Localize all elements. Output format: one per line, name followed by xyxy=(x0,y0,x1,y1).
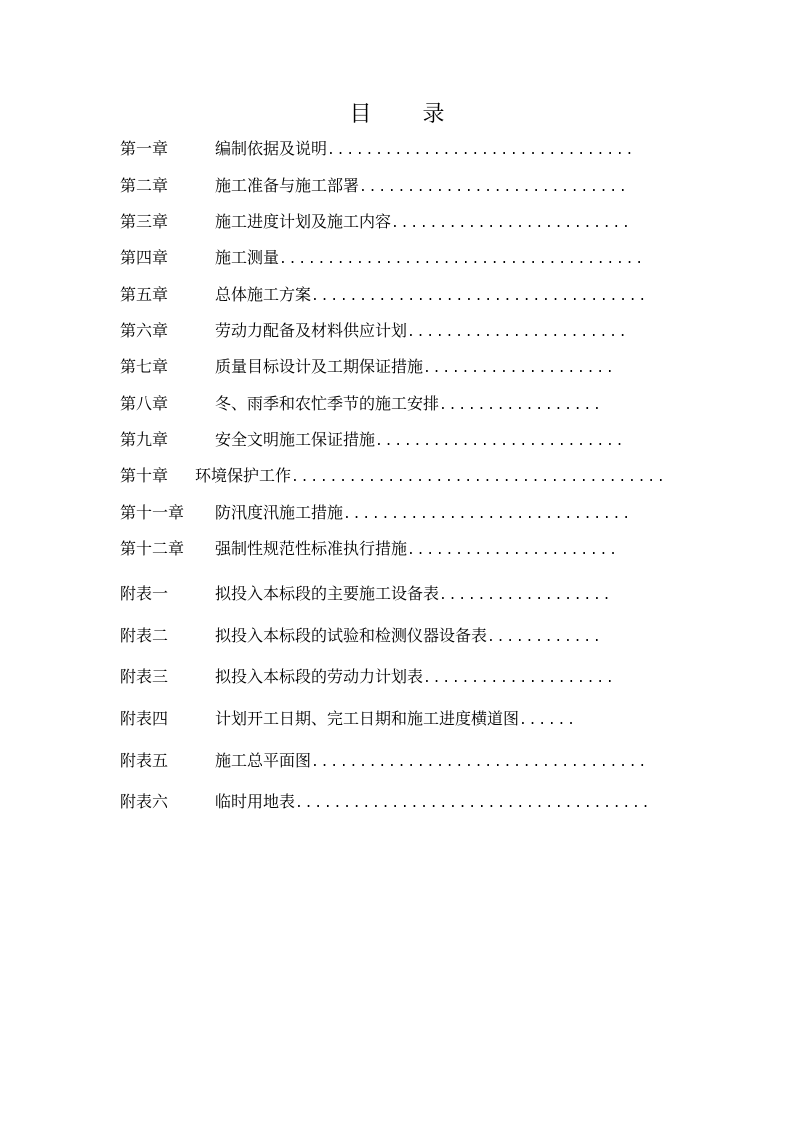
toc-entry xyxy=(120,392,642,416)
toc-entry-title-text: 临时用地表 xyxy=(215,792,296,811)
toc-entry-title xyxy=(215,749,648,775)
toc-chapter-label: 第二章 xyxy=(120,176,169,195)
toc-entry-title xyxy=(215,137,635,163)
toc-entry-title xyxy=(215,246,645,272)
toc-entry-title xyxy=(215,174,629,200)
toc-entry xyxy=(120,319,642,343)
toc-entry-title-text: 质量目标设计及工期保证措施 xyxy=(215,357,424,376)
appendix-label: 附表五 xyxy=(120,751,169,770)
appendix-label: 附表四 xyxy=(120,709,169,728)
toc-dot-leader: ............ xyxy=(487,630,603,645)
toc-entry xyxy=(120,210,642,234)
toc-chapter-label: 第七章 xyxy=(120,357,169,376)
appendix-label: 附表六 xyxy=(120,792,169,811)
toc-entry-title-text: 拟投入本标段的主要施工设备表 xyxy=(215,584,440,603)
table-of-contents xyxy=(120,0,667,1123)
appendix-entry xyxy=(120,749,648,773)
toc-dot-leader: ....................................... xyxy=(291,470,667,485)
toc-dot-leader: ...................................... xyxy=(279,252,645,267)
toc-entry-title-text: 环境保护工作 xyxy=(195,466,292,485)
toc-dot-leader: .................... xyxy=(423,361,616,376)
toc-heading: 目 录 xyxy=(349,102,467,127)
toc-dot-leader: ................................... xyxy=(311,289,648,304)
toc-dot-leader: .......................... xyxy=(375,434,626,449)
toc-entry-title-text: 拟投入本标段的劳动力计划表 xyxy=(215,667,424,686)
toc-chapter-label: 第十章 xyxy=(120,466,169,485)
toc-entry-title xyxy=(215,537,619,563)
toc-entry-title xyxy=(215,283,648,309)
toc-entry-title xyxy=(215,790,651,816)
toc-entry-title xyxy=(215,355,616,381)
toc-chapter-label: 第六章 xyxy=(120,321,169,340)
toc-entry-title xyxy=(215,392,603,418)
toc-chapter-label: 第十二章 xyxy=(120,539,185,558)
toc-entry-title-text: 总体施工方案 xyxy=(215,285,312,304)
toc-entry xyxy=(120,501,642,525)
toc-entry-title xyxy=(215,428,625,454)
toc-chapter-label: 第八章 xyxy=(120,394,169,413)
toc-entry xyxy=(120,355,642,379)
toc-entry-title-text: 计划开工日期、完工日期和施工进度横道图 xyxy=(215,709,520,728)
toc-entry-title xyxy=(215,210,632,236)
toc-entry-title xyxy=(215,319,628,345)
toc-dot-leader: ............................ xyxy=(359,180,629,195)
toc-dot-leader: ......................... xyxy=(391,216,632,231)
toc-entry-title-text: 施工准备与施工部署 xyxy=(215,176,360,195)
appendix-entry xyxy=(120,582,642,606)
toc-entry-title-text: 强制性规范性标准执行措施 xyxy=(215,539,408,558)
toc-entry-title-text: 劳动力配备及材料供应计划 xyxy=(215,321,408,340)
toc-entry xyxy=(120,137,642,161)
toc-chapter-label: 第十一章 xyxy=(120,503,185,522)
toc-entry-title-text: 安全文明施工保证措施 xyxy=(215,430,376,449)
toc-entry-title xyxy=(215,624,603,650)
toc-dot-leader: ...................... xyxy=(407,543,619,558)
toc-entry-title-text: 编制依据及说明 xyxy=(215,139,328,158)
appendix-label: 附表三 xyxy=(120,667,169,686)
toc-dot-leader: ....................... xyxy=(407,325,629,340)
toc-entry-title xyxy=(215,582,612,608)
toc-entry-title-text: 施工总平面图 xyxy=(215,751,312,770)
toc-entry-title-text: 拟投入本标段的试验和检测仪器设备表 xyxy=(215,626,488,645)
toc-chapter-label: 第四章 xyxy=(120,248,169,267)
toc-dot-leader: ................................ xyxy=(327,143,636,158)
toc-entry xyxy=(120,246,645,270)
toc-chapter-label: 第九章 xyxy=(120,430,169,449)
appendix-label: 附表二 xyxy=(120,626,169,645)
appendix-entry xyxy=(120,665,642,689)
appendix-entry xyxy=(120,707,642,731)
toc-dot-leader: ...... xyxy=(519,713,577,728)
toc-chapter-label: 第五章 xyxy=(120,285,169,304)
toc-entry xyxy=(120,464,667,488)
toc-chapter-label: 第一章 xyxy=(120,139,169,158)
toc-dot-leader: .................. xyxy=(439,588,613,603)
toc-entry xyxy=(120,174,642,198)
appendix-entry xyxy=(120,790,652,814)
toc-dot-leader: .............................. xyxy=(343,507,632,522)
toc-chapter-label: 第三章 xyxy=(120,212,169,231)
appendix-label: 附表一 xyxy=(120,584,169,603)
toc-dot-leader: ................. xyxy=(439,398,603,413)
toc-entry-title xyxy=(195,464,666,490)
toc-entry-title-text: 施工测量 xyxy=(215,248,280,267)
toc-dot-leader: .................... xyxy=(423,671,616,686)
toc-entry-title xyxy=(215,665,616,691)
appendix-entry xyxy=(120,624,642,648)
toc-entry-title-text: 冬、雨季和农忙季节的施工安排 xyxy=(215,394,440,413)
toc-entry-title xyxy=(215,501,632,527)
toc-entry-title-text: 防汛度汛施工措施 xyxy=(215,503,344,522)
toc-entry-title xyxy=(215,707,577,733)
toc-dot-leader: ..................................... xyxy=(295,796,652,811)
toc-entry xyxy=(120,283,648,307)
toc-entry xyxy=(120,428,642,452)
toc-entry xyxy=(120,537,642,561)
toc-dot-leader: ................................... xyxy=(311,755,648,770)
toc-entry-title-text: 施工进度计划及施工内容 xyxy=(215,212,392,231)
